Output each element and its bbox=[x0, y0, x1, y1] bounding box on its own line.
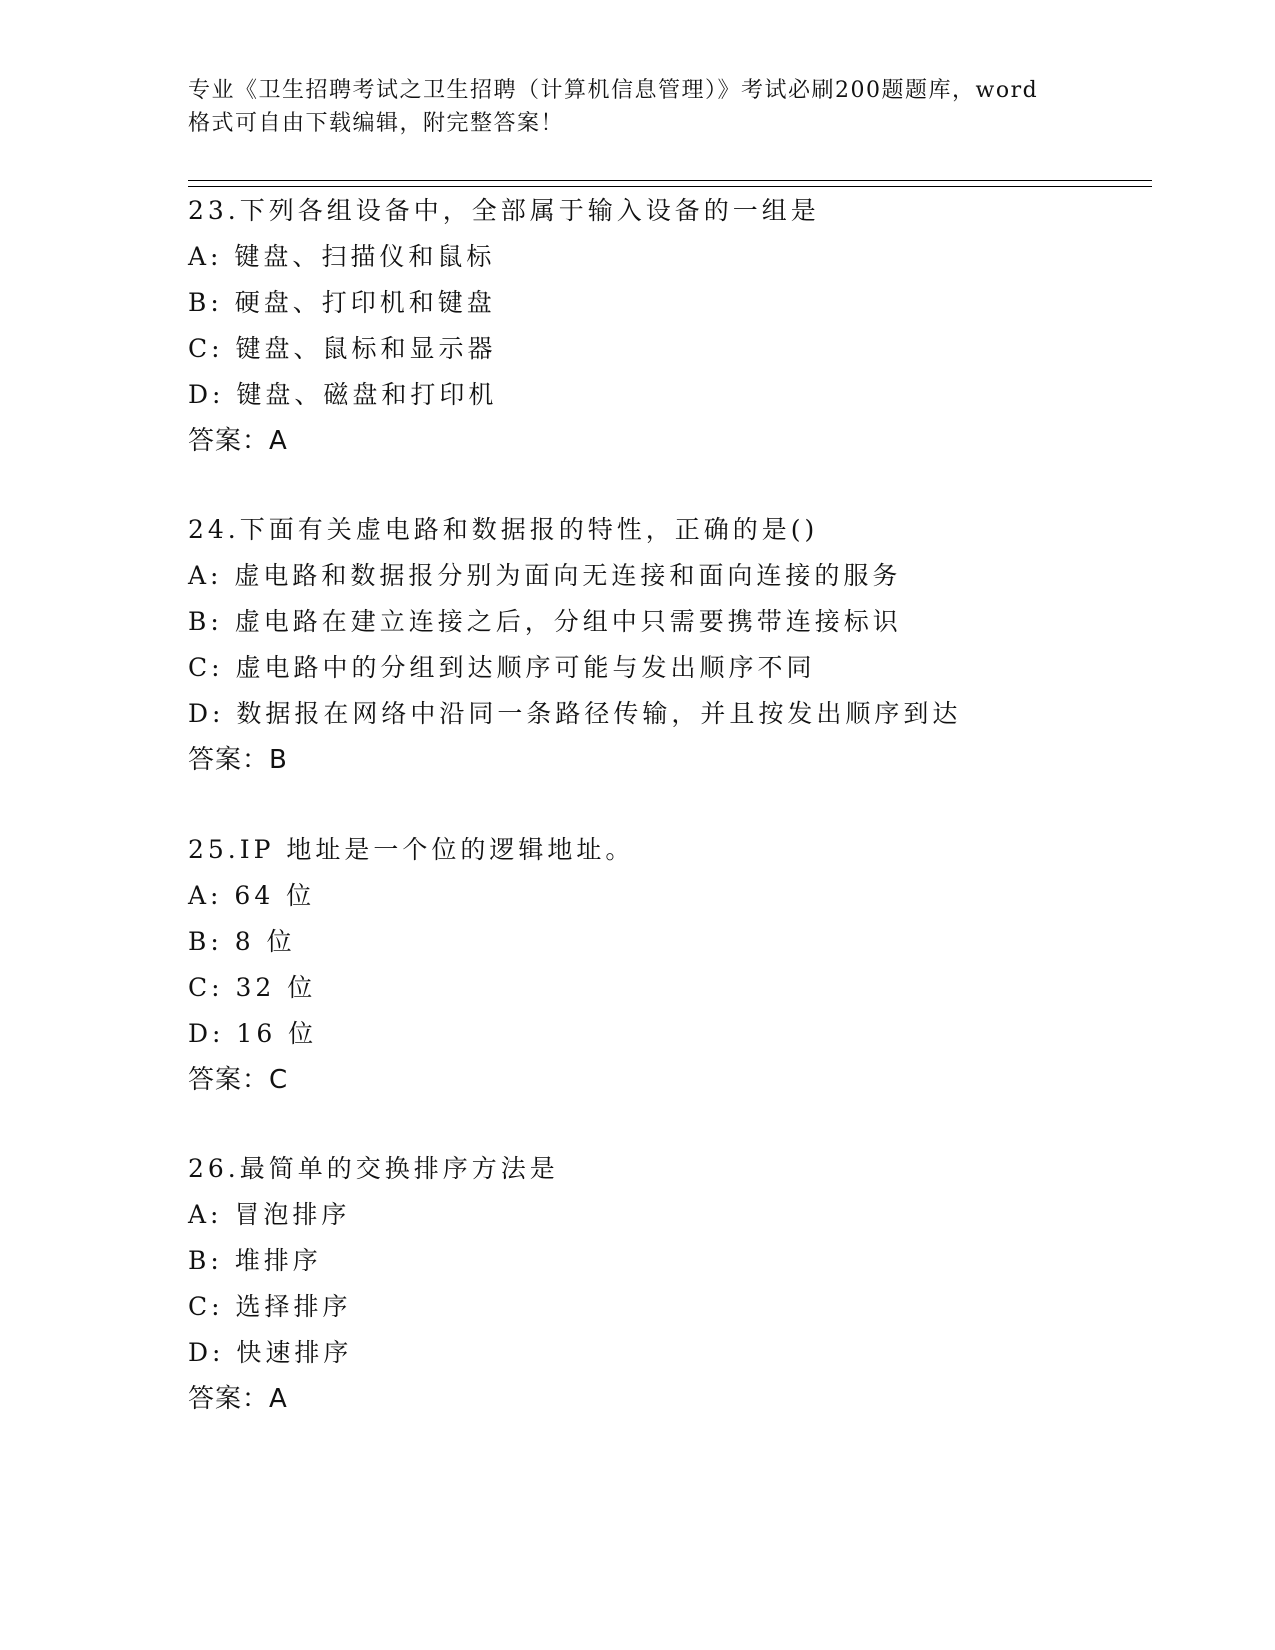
option-d: D: 键盘、磁盘和打印机 bbox=[188, 380, 498, 409]
question-26 bbox=[188, 1146, 1152, 1422]
answer: 答案：A bbox=[188, 426, 288, 456]
option-a: A: 键盘、扫描仪和鼠标 bbox=[188, 242, 496, 271]
answer: 答案：C bbox=[188, 1065, 289, 1095]
question-stem: 23.下列各组设备中，全部属于输入设备的一组是 bbox=[188, 196, 820, 225]
question-25 bbox=[188, 827, 1152, 1103]
option-b: B: 硬盘、打印机和键盘 bbox=[188, 288, 496, 317]
option-c: C: 32 位 bbox=[188, 973, 317, 1002]
answer: 答案：A bbox=[188, 1384, 288, 1414]
question-stem: 25.IP 地址是一个位的逻辑地址。 bbox=[188, 835, 635, 864]
header-line-1: 专业《卫生招聘考试之卫生招聘（计算机信息管理）》考试必刷200题题库，word bbox=[188, 78, 1039, 103]
option-b: B: 堆排序 bbox=[188, 1246, 322, 1275]
header-divider-top bbox=[188, 180, 1152, 181]
option-d: D: 16 位 bbox=[188, 1019, 318, 1048]
option-d: D: 数据报在网络中沿同一条路径传输，并且按发出顺序到达 bbox=[188, 699, 962, 728]
document-header bbox=[188, 74, 1088, 140]
question-stem: 26.最简单的交换排序方法是 bbox=[188, 1154, 559, 1183]
header-divider-bottom bbox=[188, 186, 1152, 187]
option-b: B: 虚电路在建立连接之后，分组中只需要携带连接标识 bbox=[188, 607, 902, 636]
option-b: B: 8 位 bbox=[188, 927, 296, 956]
option-a: A: 冒泡排序 bbox=[188, 1200, 351, 1229]
option-c: C: 选择排序 bbox=[188, 1292, 352, 1321]
option-c: C: 虚电路中的分组到达顺序可能与发出顺序不同 bbox=[188, 653, 816, 682]
option-c: C: 键盘、鼠标和显示器 bbox=[188, 334, 497, 363]
question-stem: 24.下面有关虚电路和数据报的特性，正确的是() bbox=[188, 515, 819, 544]
header-line-2: 格式可自由下载编辑，附完整答案！ bbox=[188, 111, 565, 136]
option-a: A: 64 位 bbox=[188, 881, 316, 910]
option-d: D: 快速排序 bbox=[188, 1338, 353, 1367]
question-24 bbox=[188, 507, 1152, 783]
option-a: A: 虚电路和数据报分别为面向无连接和面向连接的服务 bbox=[188, 561, 902, 590]
question-23 bbox=[188, 188, 1152, 464]
answer: 答案：B bbox=[188, 745, 288, 775]
